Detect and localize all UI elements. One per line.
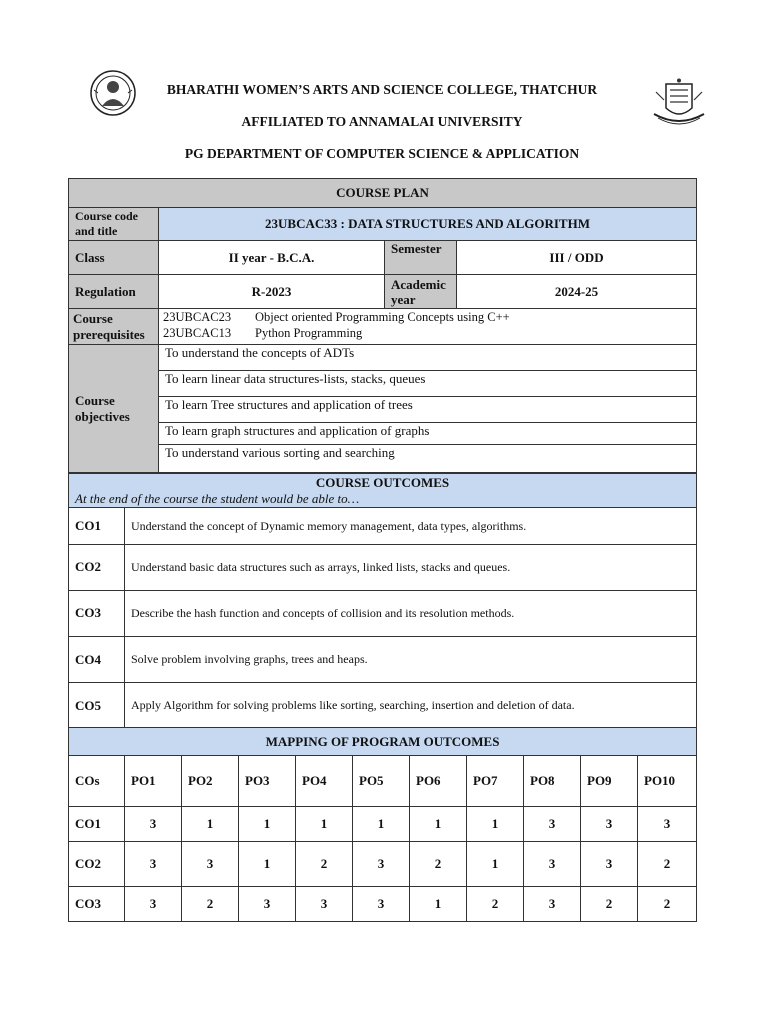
prerequisites-label: Course prerequisites [69, 309, 159, 345]
mapping-header-cell: PO9 [581, 756, 638, 807]
mapping-header-cell: PO8 [524, 756, 581, 807]
semester-value: III / ODD [457, 241, 697, 275]
mapping-value-cell: 3 [239, 887, 296, 922]
mapping-header-cell: PO7 [467, 756, 524, 807]
prerequisite-code: 23UBCAC23 [163, 310, 232, 324]
regulation-value: R-2023 [159, 275, 385, 309]
outcome-text: Understand basic data structures such as arrays, linked lists, stacks and queues. [125, 545, 697, 591]
outcome-text: Solve problem involving graphs, trees and heaps. [125, 637, 697, 683]
affiliation: AFFILIATED TO ANNAMALAI UNIVERSITY [241, 114, 523, 129]
outcome-text: Understand the concept of Dynamic memory management, data types, algorithms. [125, 508, 697, 545]
outcomes-header [69, 474, 697, 508]
mapping-header-row [69, 756, 697, 807]
outcome-code: CO3 [69, 591, 125, 637]
class-label: Class [69, 241, 159, 275]
objective-item: To understand various sorting and searching [159, 445, 697, 473]
mapping-value-cell: 2 [410, 842, 467, 887]
mapping-co-cell: CO3 [69, 887, 125, 922]
course-plan-table [68, 178, 697, 473]
course-outcomes-table [68, 473, 697, 729]
outcome-code: CO2 [69, 545, 125, 591]
mapping-value-cell: 1 [182, 807, 239, 842]
outcome-code: CO5 [69, 683, 125, 729]
outcomes-title: COURSE OUTCOMES [315, 475, 450, 490]
mapping-header-cell: PO3 [239, 756, 296, 807]
mapping-value-cell: 1 [239, 842, 296, 887]
objective-item: To understand the concepts of ADTs [159, 345, 697, 371]
outcome-code: CO4 [69, 637, 125, 683]
mapping-value-cell: 2 [638, 842, 697, 887]
mapping-value-cell: 1 [467, 807, 524, 842]
mapping-title: MAPPING OF PROGRAM OUTCOMES [69, 728, 697, 756]
mapping-value-cell: 3 [524, 887, 581, 922]
mapping-value-cell: 3 [581, 807, 638, 842]
mapping-value-cell: 1 [410, 887, 467, 922]
outcome-code: CO1 [69, 508, 125, 545]
class-value: II year - B.C.A. [159, 241, 385, 275]
prerequisite-code: 23UBCAC13 [163, 326, 232, 340]
mapping-header-cell: PO5 [353, 756, 410, 807]
mapping-value-cell: 3 [524, 842, 581, 887]
mapping-value-cell: 2 [182, 887, 239, 922]
mapping-value-cell: 1 [410, 807, 467, 842]
mapping-header-cell: PO2 [182, 756, 239, 807]
mapping-value-cell: 3 [182, 842, 239, 887]
mapping-value-cell: 3 [524, 807, 581, 842]
objectives-label: Course objectives [69, 345, 159, 473]
department-name: PG DEPARTMENT OF COMPUTER SCIENCE & APPLICATION [184, 146, 580, 161]
outcome-text: Describe the hash function and concepts of collision and its resolution methods. [125, 591, 697, 637]
academic-year-value: 2024-25 [457, 275, 697, 309]
prerequisite-item [163, 309, 690, 325]
mapping-value-cell: 1 [239, 807, 296, 842]
mapping-value-cell: 2 [296, 842, 353, 887]
objective-item: To learn Tree structures and application of trees [159, 397, 697, 423]
mapping-value-cell: 3 [353, 842, 410, 887]
mapping-value-cell: 2 [467, 887, 524, 922]
outcome-text: Apply Algorithm for solving problems like sorting, searching, insertion and deletion of data. [125, 683, 697, 729]
mapping-value-cell: 3 [638, 807, 697, 842]
mapping-header-cell: COs [69, 756, 125, 807]
mapping-co-cell: CO1 [69, 807, 125, 842]
regulation-label: Regulation [69, 275, 159, 309]
mapping-value-cell: 3 [296, 887, 353, 922]
outcomes-intro: At the end of the course the student would be able to… [75, 491, 360, 506]
course-code-label: Course code and title [69, 208, 159, 241]
mapping-header-cell: PO4 [296, 756, 353, 807]
mapping-row [69, 842, 697, 887]
prerequisites-list [159, 309, 697, 345]
mapping-co-cell: CO2 [69, 842, 125, 887]
mapping-value-cell: 3 [125, 807, 182, 842]
mapping-value-cell: 1 [296, 807, 353, 842]
prerequisite-title: Python Programming [255, 326, 363, 340]
mapping-value-cell: 2 [581, 887, 638, 922]
mapping-value-cell: 3 [125, 842, 182, 887]
course-code-value: 23UBCAC33 : DATA STRUCTURES AND ALGORITHM [159, 208, 697, 241]
semester-label: Semester [385, 241, 457, 275]
mapping-value-cell: 3 [125, 887, 182, 922]
mapping-row [69, 807, 697, 842]
academic-year-label: Academic year [385, 275, 457, 309]
objective-item: To learn graph structures and application of graphs [159, 423, 697, 445]
prerequisite-title: Object oriented Programming Concepts using C++ [255, 310, 510, 324]
mapping-value-cell: 3 [581, 842, 638, 887]
mapping-header-cell: PO10 [638, 756, 697, 807]
mapping-header-cell: PO6 [410, 756, 467, 807]
mapping-value-cell: 1 [467, 842, 524, 887]
mapping-value-cell: 1 [353, 807, 410, 842]
objective-item: To learn linear data structures-lists, stacks, queues [159, 371, 697, 397]
mapping-value-cell: 2 [638, 887, 697, 922]
mapping-header-cell: PO1 [125, 756, 182, 807]
mapping-row [69, 887, 697, 922]
prerequisite-item [163, 325, 690, 341]
program-outcomes-mapping-table [68, 727, 697, 922]
course-plan-title: COURSE PLAN [69, 179, 697, 208]
college-name: BHARATHI WOMEN’S ARTS AND SCIENCE COLLEGE, THATCHUR [166, 82, 598, 97]
mapping-value-cell: 3 [353, 887, 410, 922]
